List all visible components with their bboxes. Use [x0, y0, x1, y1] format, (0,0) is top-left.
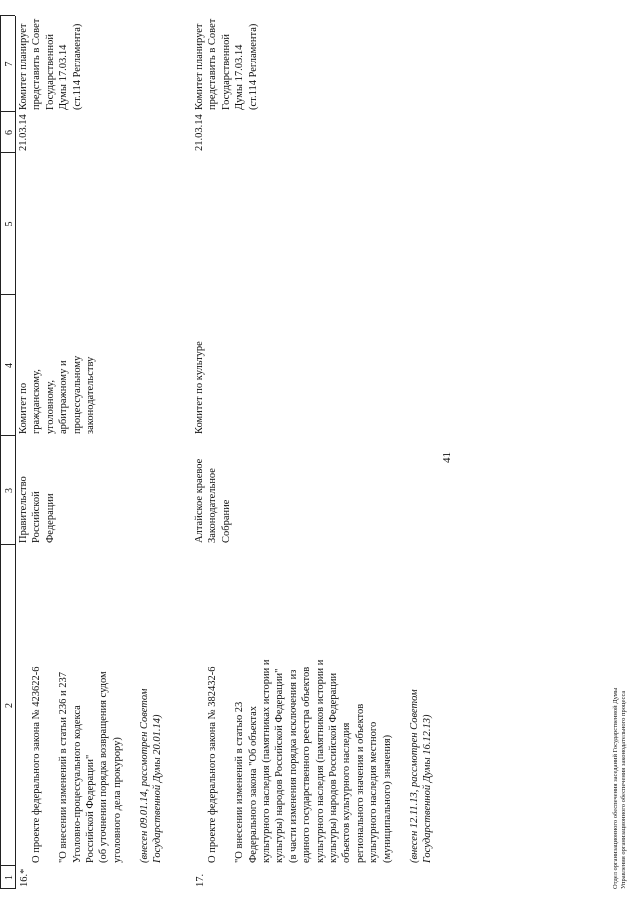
- row-number: 17.: [195, 873, 206, 887]
- bill-description: [193, 547, 448, 863]
- bill-body: "О внесении изменений в статью 23 Федерального закона "Об объектах культурного наследия (памятниках истории и культуры) народов Российской Федерации" (в части изменения порядка исключения из единого государственного реестра объектов культурного наследия (памятников истории и культуры) народов Российской Федерации объектов культурного наследия регионального значения и объектов культурного наследия местного (муниципального) значения): [234, 659, 393, 863]
- table-top-border: [0, 16, 1, 889]
- initiator: Алтайское краевое Законодательное Собрание: [194, 458, 232, 543]
- column-number: 6: [4, 130, 15, 135]
- plan-note: Комитет планирует представить в Совет Государственной Думы 17.03.14 (ст.114 Регламента): [18, 18, 83, 110]
- date: 21.03.14: [194, 114, 205, 151]
- bill-body: "О внесении изменений в статьи 236 и 237 Уголовно-процессуального кодекса Российской Федерации" (об уточнении порядка возвращения судом уголовного дела прокурору): [58, 671, 123, 863]
- header-row-border: [15, 16, 16, 889]
- date: 21.03.14: [18, 114, 29, 151]
- committee: Комитет по культуре: [194, 341, 205, 434]
- committee: Комитет по гражданскому, уголовному, арбитражному и процессуальному законодательству: [18, 355, 97, 434]
- footer-line-1: Отдел организационного обеспечения заседаний Государственной Думы: [612, 687, 619, 889]
- footer-line-2: Управления организационного обеспечения законодательного процесса: [620, 690, 627, 889]
- column-number: 2: [4, 703, 15, 708]
- bill-description: [17, 547, 178, 863]
- bill-title: О проекте федерального закона № 382432-6: [207, 666, 219, 863]
- column-number: 5: [4, 221, 15, 227]
- page-number: 41: [441, 452, 453, 463]
- bill-title: О проекте федерального закона № 423622-6: [31, 666, 43, 863]
- plan-note: Комитет планирует представить в Совет Государственной Думы 17.03.14 (ст.114 Регламента): [194, 18, 259, 110]
- column-number: 1: [4, 875, 15, 880]
- column-number: 3: [4, 488, 15, 493]
- row-number: 16.*: [19, 868, 30, 887]
- footer: [612, 489, 628, 889]
- column-number: 4: [4, 363, 15, 368]
- column-number: 7: [4, 61, 15, 67]
- bill-note: (внесен 12.11.13, рассмотрен Советом Государственной Думы 16.12.13): [408, 689, 433, 863]
- initiator: Правительство Российской Федерации: [18, 476, 56, 543]
- bill-note: (внесен 09.01.14, рассмотрен Советом Государственной Думы 20.01.14): [138, 688, 164, 863]
